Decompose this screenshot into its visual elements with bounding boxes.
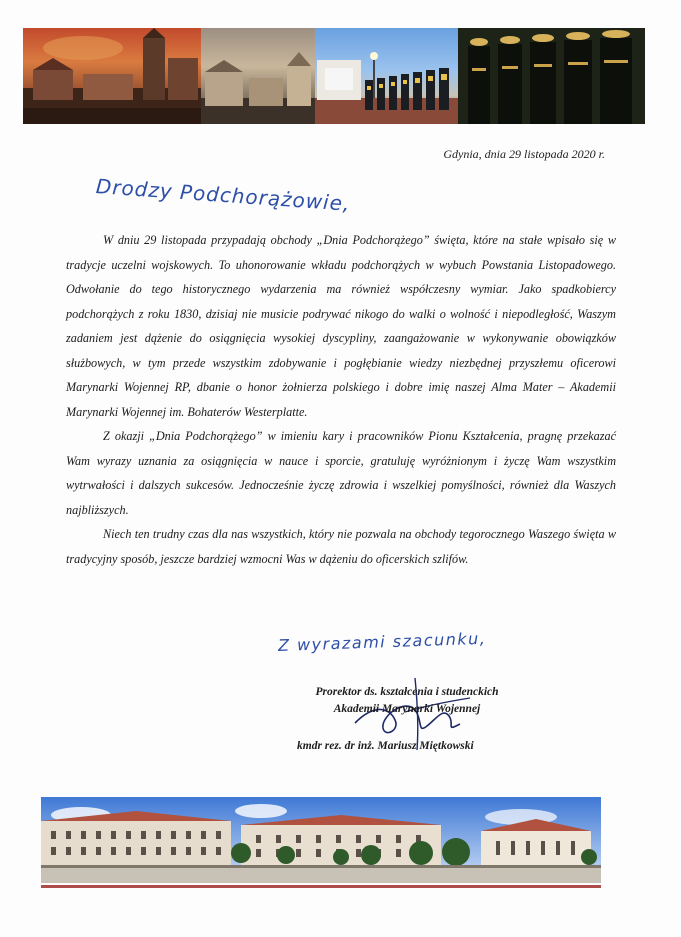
historical-painting-image	[23, 28, 201, 124]
top-photo-banner	[23, 28, 645, 124]
honor-guard-image	[458, 28, 645, 124]
paragraph-1: W dniu 29 listopada przypadają obchody „Dnia Podchorążego” święta, które na stałe wpisało się w tradycje uczelni wojskowych. To uhonorowanie wkładu podchorążych w wybuch Powstania Listopadowego. Odwołanie do tego historycznego wydarzenia ma również współczesny wymiar. Jako spadkobiercy podchorążych z roku 1830, dzisiaj nie musicie podrywać nikogo do walki o wolność i niepodległość, Waszym zadaniem jest dążenie do osiągnięcia wysokiej dyscypliny, zaangażowanie w wykonywanie obowiązków służbowych, w tym przede wszystkim zdobywanie i pogłębianie wiedzy niezbędnej przyszłemu oficerowi Marynarki Wojennej RP, dbanie o honor żołnierza polskiego i dobre imię naszej Alma Mater – Akademii Marynarki Wojennej im. Bohaterów Westerplatte.	[66, 233, 616, 419]
signature-title-line-1: Prorektor ds. kształcenia i studenckich	[315, 686, 499, 698]
bottom-divider	[41, 885, 601, 888]
ceremony-stage-image	[315, 28, 458, 124]
signature-title-line-2: Akademii Marynarki Wojennej	[333, 703, 481, 715]
place-date: Gdynia, dnia 29 listopada 2020 r.	[443, 147, 605, 161]
old-town-image	[201, 28, 315, 124]
letter-body	[66, 228, 616, 571]
signature-title	[287, 684, 527, 718]
paragraph-3: Niech ten trudny czas dla nas wszystkich, który nie pozwala na obchody tegorocznego Waszego święta w tradycyjny sposób, jeszcze bardziej wzmocni Was w dążeniu do oficerskich szlifów.	[66, 527, 616, 566]
salutation: Drodzy Podchorążowie,	[95, 174, 352, 216]
academy-building-image	[41, 797, 601, 883]
signatory-name: kmdr rez. dr inż. Mariusz Miętkowski	[297, 740, 474, 752]
paragraph-2: Z okazji „Dnia Podchorążego” w imieniu kary i pracowników Pionu Kształcenia, pragnę przekazać Wam wyrazy uznania za osiągnięcia w nauce i sporcie, gratuluję wyróżnionym i życzę Wam wszystkim wytrwałości i dalszych sukcesów. Jednocześnie życzę zdrowia i wszelkiej pomyślności, również dla Waszych najbliższych.	[66, 429, 616, 517]
closing: Z wyrazami szacunku,	[277, 628, 487, 655]
